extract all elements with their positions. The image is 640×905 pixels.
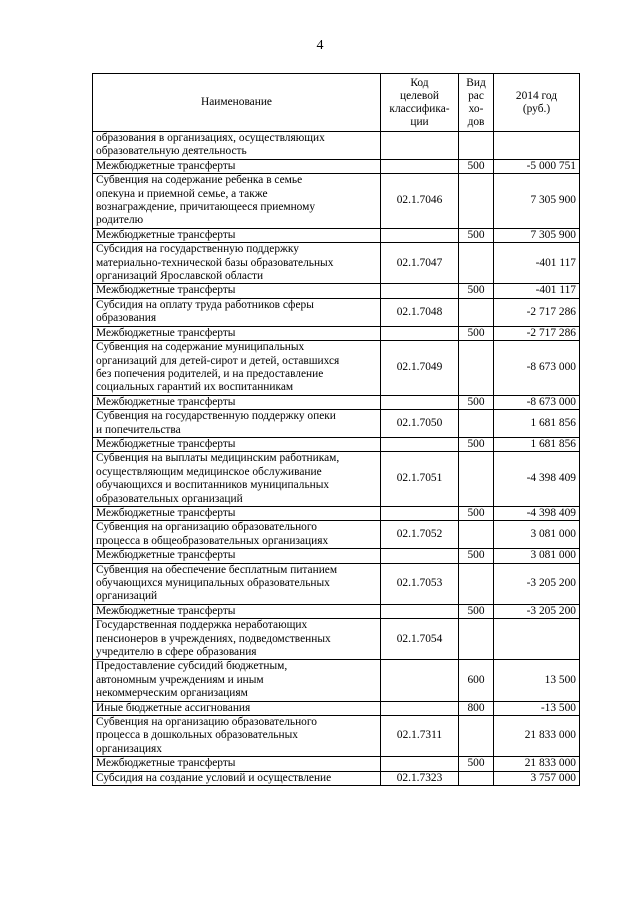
row-type-cell: 600 <box>459 660 494 701</box>
row-name-cell: Межбюджетные трансферты <box>93 326 381 340</box>
row-type-cell: 500 <box>459 549 494 563</box>
row-code-cell: 02.1.7050 <box>381 410 459 438</box>
row-code-cell: 02.1.7049 <box>381 341 459 396</box>
row-sum-cell: 7 305 900 <box>494 174 580 229</box>
row-code-cell <box>381 228 459 242</box>
table-row <box>93 563 580 604</box>
row-name-cell: Субвенция на организацию образовательного процесса в общеобразовательных организациях <box>93 521 381 549</box>
row-name-cell: Субвенция на государственную поддержку опеки и попечительства <box>93 410 381 438</box>
row-sum-cell: -2 717 286 <box>494 298 580 326</box>
row-type-cell: 500 <box>459 284 494 298</box>
table-row <box>93 159 580 173</box>
table-row <box>93 701 580 715</box>
table-body <box>93 132 580 786</box>
row-name-cell: Субвенция на содержание ребенка в семье опекуна и приемной семье, а также вознаграждение, причитающееся приемному родителю <box>93 174 381 229</box>
row-name-cell: Субвенция на выплаты медицинским работникам, осуществляющим медицинское обслуживание обучающихся и воспитанников муниципальных образовательных организаций <box>93 452 381 507</box>
table-row <box>93 395 580 409</box>
row-name-cell: Межбюджетные трансферты <box>93 284 381 298</box>
row-name-cell: Межбюджетные трансферты <box>93 757 381 771</box>
table-header-row <box>93 74 580 132</box>
row-sum-cell: -4 398 409 <box>494 506 580 520</box>
table-row <box>93 298 580 326</box>
table-row <box>93 132 580 160</box>
row-code-cell: 02.1.7051 <box>381 452 459 507</box>
row-type-cell <box>459 452 494 507</box>
row-type-cell <box>459 619 494 660</box>
table-row <box>93 660 580 701</box>
row-type-cell <box>459 410 494 438</box>
row-type-cell: 500 <box>459 604 494 618</box>
row-code-cell: 02.1.7048 <box>381 298 459 326</box>
row-name-cell: Субвенция на содержание муниципальных организаций для детей-сирот и детей, оставшихся без попечения родителей, и на предоставление социальных гарантий их воспитанникам <box>93 341 381 396</box>
table-row <box>93 174 580 229</box>
row-code-cell <box>381 701 459 715</box>
row-code-cell: 02.1.7047 <box>381 243 459 284</box>
row-name-cell: Межбюджетные трансферты <box>93 549 381 563</box>
row-type-cell: 800 <box>459 701 494 715</box>
table-row <box>93 549 580 563</box>
table-row <box>93 437 580 451</box>
row-sum-cell: 3 081 000 <box>494 549 580 563</box>
table-row <box>93 243 580 284</box>
row-code-cell <box>381 395 459 409</box>
table-row <box>93 341 580 396</box>
row-sum-cell: -8 673 000 <box>494 341 580 396</box>
row-type-cell: 500 <box>459 159 494 173</box>
row-type-cell <box>459 243 494 284</box>
row-sum-cell: 21 833 000 <box>494 716 580 757</box>
row-sum-cell <box>494 132 580 160</box>
row-name-cell: Межбюджетные трансферты <box>93 395 381 409</box>
row-type-cell: 500 <box>459 757 494 771</box>
row-sum-cell: 13 500 <box>494 660 580 701</box>
row-sum-cell: -2 717 286 <box>494 326 580 340</box>
row-name-cell: Межбюджетные трансферты <box>93 228 381 242</box>
row-name-cell: Иные бюджетные ассигнования <box>93 701 381 715</box>
row-code-cell <box>381 326 459 340</box>
table-row <box>93 326 580 340</box>
row-code-cell: 02.1.7046 <box>381 174 459 229</box>
row-type-cell <box>459 341 494 396</box>
row-code-cell <box>381 132 459 160</box>
row-name-cell: Межбюджетные трансферты <box>93 159 381 173</box>
row-code-cell: 02.1.7323 <box>381 771 459 785</box>
row-name-cell: Субвенция на обеспечение бесплатным питанием обучающихся муниципальных образовательных организаций <box>93 563 381 604</box>
table-row <box>93 771 580 785</box>
row-sum-cell: -3 205 200 <box>494 563 580 604</box>
table-row <box>93 284 580 298</box>
row-type-cell <box>459 771 494 785</box>
row-sum-cell: -401 117 <box>494 243 580 284</box>
row-name-cell: Предоставление субсидий бюджетным, автономным учреждениям и иным некоммерческим организациям <box>93 660 381 701</box>
row-sum-cell: 21 833 000 <box>494 757 580 771</box>
row-sum-cell: -3 205 200 <box>494 604 580 618</box>
row-name-cell: Межбюджетные трансферты <box>93 604 381 618</box>
row-type-cell: 500 <box>459 437 494 451</box>
row-sum-cell <box>494 619 580 660</box>
row-sum-cell: -5 000 751 <box>494 159 580 173</box>
row-code-cell <box>381 660 459 701</box>
row-sum-cell: 1 681 856 <box>494 410 580 438</box>
table-row <box>93 604 580 618</box>
row-code-cell: 02.1.7053 <box>381 563 459 604</box>
row-sum-cell: 1 681 856 <box>494 437 580 451</box>
row-type-cell <box>459 132 494 160</box>
table-row <box>93 228 580 242</box>
header-name: Наименование <box>93 74 381 132</box>
row-name-cell: Субсидия на создание условий и осуществление <box>93 771 381 785</box>
row-name-cell: образования в организациях, осуществляющих образовательную деятельность <box>93 132 381 160</box>
budget-table <box>92 73 580 786</box>
table-row <box>93 619 580 660</box>
row-sum-cell: -401 117 <box>494 284 580 298</box>
row-sum-cell: 7 305 900 <box>494 228 580 242</box>
row-sum-cell: -8 673 000 <box>494 395 580 409</box>
page-number: 4 <box>316 38 324 53</box>
table-row <box>93 716 580 757</box>
table-row <box>93 452 580 507</box>
header-code: Код целевой классифика- ции <box>381 74 459 132</box>
row-type-cell <box>459 298 494 326</box>
row-name-cell: Субсидия на государственную поддержку материально-технической базы образовательных организаций Ярославской области <box>93 243 381 284</box>
row-code-cell <box>381 437 459 451</box>
row-code-cell <box>381 604 459 618</box>
row-type-cell: 500 <box>459 326 494 340</box>
row-type-cell: 500 <box>459 506 494 520</box>
header-sum: 2014 год (руб.) <box>494 74 580 132</box>
row-type-cell: 500 <box>459 228 494 242</box>
row-sum-cell: 3 081 000 <box>494 521 580 549</box>
row-sum-cell: -13 500 <box>494 701 580 715</box>
table-row <box>93 521 580 549</box>
row-code-cell <box>381 549 459 563</box>
table-row <box>93 506 580 520</box>
table-row <box>93 757 580 771</box>
row-code-cell: 02.1.7311 <box>381 716 459 757</box>
row-sum-cell: -4 398 409 <box>494 452 580 507</box>
row-code-cell: 02.1.7054 <box>381 619 459 660</box>
row-code-cell <box>381 757 459 771</box>
table-row <box>93 410 580 438</box>
row-code-cell: 02.1.7052 <box>381 521 459 549</box>
row-type-cell <box>459 563 494 604</box>
row-name-cell: Субсидия на оплату труда работников сферы образования <box>93 298 381 326</box>
row-code-cell <box>381 284 459 298</box>
row-type-cell <box>459 174 494 229</box>
row-sum-cell: 3 757 000 <box>494 771 580 785</box>
row-name-cell: Межбюджетные трансферты <box>93 437 381 451</box>
row-type-cell <box>459 716 494 757</box>
row-type-cell: 500 <box>459 395 494 409</box>
row-code-cell <box>381 159 459 173</box>
row-name-cell: Государственная поддержка неработающих пенсионеров в учреждениях, подведомственных учредителю в сфере образования <box>93 619 381 660</box>
row-type-cell <box>459 521 494 549</box>
row-code-cell <box>381 506 459 520</box>
row-name-cell: Межбюджетные трансферты <box>93 506 381 520</box>
row-name-cell: Субвенция на организацию образовательного процесса в дошкольных образовательных организациях <box>93 716 381 757</box>
header-type: Вид рас хо- дов <box>459 74 494 132</box>
